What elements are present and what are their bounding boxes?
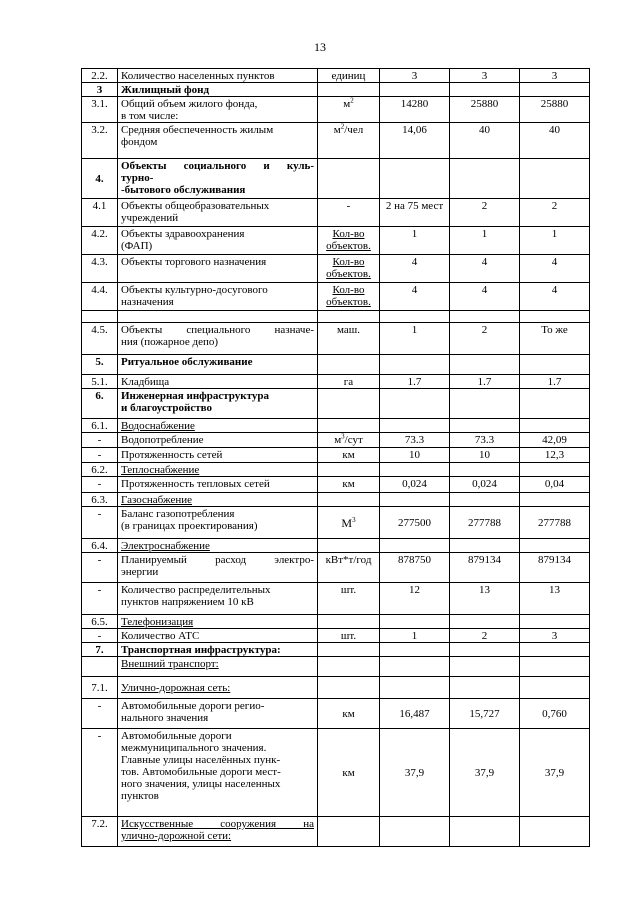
row-number: 6.2. bbox=[82, 463, 118, 477]
row-value-3 bbox=[520, 817, 590, 847]
row-title bbox=[118, 448, 318, 463]
row-title-line: Инженерная инфраструктура bbox=[121, 390, 269, 402]
row-title bbox=[118, 643, 318, 657]
indicators-table bbox=[81, 68, 590, 847]
row-title bbox=[118, 355, 318, 375]
table-row bbox=[82, 255, 590, 283]
row-number: 7. bbox=[82, 643, 118, 657]
row-title-line: Водоснабжение bbox=[121, 420, 195, 432]
row-unit bbox=[318, 493, 380, 507]
row-title bbox=[118, 817, 318, 847]
row-unit bbox=[318, 97, 380, 123]
row-title-line: Объекты торгового назначения bbox=[121, 256, 267, 268]
row-value-3: 0,760 bbox=[520, 699, 590, 729]
row-title bbox=[118, 615, 318, 629]
row-value-2: 2 bbox=[450, 323, 520, 355]
row-title-line: улично-дорожной сети: bbox=[121, 830, 232, 842]
subsection-row bbox=[82, 463, 590, 477]
row-value-3: 1.7 bbox=[520, 375, 590, 389]
subsection-row bbox=[82, 615, 590, 629]
row-value-3: 0,04 bbox=[520, 477, 590, 493]
row-number: - bbox=[82, 507, 118, 539]
row-value-3 bbox=[520, 643, 590, 657]
row-title-line: нального значения bbox=[121, 712, 209, 724]
row-number: 6.5. bbox=[82, 615, 118, 629]
row-title-line: (ФАП) bbox=[121, 240, 153, 252]
row-value-1: 0,024 bbox=[380, 477, 450, 493]
row-value-3: 12,3 bbox=[520, 448, 590, 463]
row-title-line: фондом bbox=[121, 136, 158, 148]
row-unit: км bbox=[318, 477, 380, 493]
row-value-1: 1 bbox=[380, 227, 450, 255]
row-value-3: 3 bbox=[520, 629, 590, 643]
row-title-line: турно- bbox=[121, 172, 154, 184]
row-value-3: 1 bbox=[520, 227, 590, 255]
unit-superscript: 3 bbox=[352, 516, 356, 524]
row-value-2: 25880 bbox=[450, 97, 520, 123]
table-row bbox=[82, 97, 590, 123]
row-unit bbox=[318, 419, 380, 433]
row-title-line: Количество АТС bbox=[121, 630, 200, 642]
row-value-3 bbox=[520, 419, 590, 433]
empty-cell bbox=[380, 311, 450, 323]
row-title-line: Ритуальное обслуживание bbox=[121, 356, 253, 368]
row-title bbox=[118, 83, 318, 97]
table-row bbox=[82, 448, 590, 463]
row-value-1 bbox=[380, 615, 450, 629]
row-value-3: 13 bbox=[520, 583, 590, 615]
row-value-1: 878750 bbox=[380, 553, 450, 583]
row-number: 4.2. bbox=[82, 227, 118, 255]
row-value-1: 277500 bbox=[380, 507, 450, 539]
row-unit: км bbox=[318, 729, 380, 817]
row-value-1 bbox=[380, 493, 450, 507]
row-title-line: Газоснабжение bbox=[121, 494, 192, 506]
row-title-line: Объекты здравоохранения bbox=[121, 228, 245, 240]
row-title bbox=[118, 159, 318, 199]
row-value-2 bbox=[450, 539, 520, 553]
row-unit: Кол-во объектов. bbox=[318, 227, 380, 255]
row-value-2: 1.7 bbox=[450, 375, 520, 389]
table-row bbox=[82, 323, 590, 355]
row-title-line: Общий объем жилого фонда, bbox=[121, 98, 258, 110]
row-value-2 bbox=[450, 817, 520, 847]
row-unit bbox=[318, 433, 380, 448]
row-title-line: Баланс газопотребления bbox=[121, 508, 235, 520]
row-title-line: Протяженность тепловых сетей bbox=[121, 478, 270, 490]
row-value-1: 73.3 bbox=[380, 433, 450, 448]
row-number: - bbox=[82, 433, 118, 448]
row-number: 6.3. bbox=[82, 493, 118, 507]
row-value-3: То же bbox=[520, 323, 590, 355]
row-title-line: Объекты социального и куль- bbox=[121, 160, 314, 172]
table-row bbox=[82, 199, 590, 227]
row-title-line: -бытового обслуживания bbox=[121, 184, 246, 196]
row-unit: км bbox=[318, 699, 380, 729]
row-value-1: 1 bbox=[380, 629, 450, 643]
row-value-1 bbox=[380, 463, 450, 477]
row-title-line: и благоустройство bbox=[121, 402, 212, 414]
row-value-1 bbox=[380, 389, 450, 419]
row-value-2: 3 bbox=[450, 69, 520, 83]
table-row bbox=[82, 375, 590, 389]
row-number: 3.1. bbox=[82, 97, 118, 123]
subsection-row bbox=[82, 493, 590, 507]
table-row bbox=[82, 123, 590, 159]
row-number: 4.1 bbox=[82, 199, 118, 227]
row-title bbox=[118, 729, 318, 817]
row-title-line: Автомобильные дороги регио- bbox=[121, 700, 265, 712]
row-title bbox=[118, 375, 318, 389]
row-value-3 bbox=[520, 493, 590, 507]
row-value-1: 14,06 bbox=[380, 123, 450, 159]
row-title bbox=[118, 433, 318, 448]
row-unit bbox=[318, 159, 380, 199]
row-title bbox=[118, 493, 318, 507]
row-title-line: Теплоснабжение bbox=[121, 464, 200, 476]
row-value-1: 12 bbox=[380, 583, 450, 615]
row-title bbox=[118, 227, 318, 255]
row-value-2 bbox=[450, 643, 520, 657]
row-title-line: Количество распределительных bbox=[121, 584, 271, 596]
row-value-3: 3 bbox=[520, 69, 590, 83]
row-title-line: ного значения, улицы населенных bbox=[121, 778, 281, 790]
row-value-3: 4 bbox=[520, 283, 590, 311]
row-unit bbox=[318, 507, 380, 539]
row-value-2 bbox=[450, 83, 520, 97]
row-title bbox=[118, 283, 318, 311]
row-value-2 bbox=[450, 615, 520, 629]
row-value-1: 3 bbox=[380, 69, 450, 83]
empty-cell bbox=[520, 311, 590, 323]
row-number: 4.4. bbox=[82, 283, 118, 311]
row-value-3: 25880 bbox=[520, 97, 590, 123]
row-value-2: 10 bbox=[450, 448, 520, 463]
row-value-3 bbox=[520, 355, 590, 375]
row-value-1: 4 bbox=[380, 255, 450, 283]
table-row bbox=[82, 629, 590, 643]
row-value-2 bbox=[450, 463, 520, 477]
row-value-1: 10 bbox=[380, 448, 450, 463]
row-unit bbox=[318, 817, 380, 847]
row-title-line: в том числе: bbox=[121, 110, 179, 122]
row-value-3 bbox=[520, 657, 590, 677]
row-title bbox=[118, 477, 318, 493]
row-title-line: Водопотребление bbox=[121, 434, 204, 446]
row-value-1 bbox=[380, 657, 450, 677]
row-title bbox=[118, 629, 318, 643]
unit-superscript: 2 bbox=[350, 96, 354, 105]
table-row bbox=[82, 699, 590, 729]
unit-base: м bbox=[333, 124, 341, 136]
subsection-row bbox=[82, 419, 590, 433]
row-unit: кВт*т/год bbox=[318, 553, 380, 583]
empty-cell bbox=[318, 311, 380, 323]
unit-base: М bbox=[341, 516, 353, 530]
page-number: 13 bbox=[314, 40, 326, 54]
row-unit bbox=[318, 657, 380, 677]
row-number: 2.2. bbox=[82, 69, 118, 83]
row-unit bbox=[318, 389, 380, 419]
row-title bbox=[118, 583, 318, 615]
row-number: 6. bbox=[82, 389, 118, 419]
row-value-2: 4 bbox=[450, 255, 520, 283]
row-unit bbox=[318, 615, 380, 629]
row-value-1: 37,9 bbox=[380, 729, 450, 817]
section-row bbox=[82, 389, 590, 419]
row-title-line: Протяженность сетей bbox=[121, 449, 223, 461]
row-unit bbox=[318, 539, 380, 553]
row-number: 4.5. bbox=[82, 323, 118, 355]
row-number: - bbox=[82, 448, 118, 463]
row-number: 7.1. bbox=[82, 677, 118, 699]
row-value-1: 2 на 75 мест bbox=[380, 199, 450, 227]
row-value-2: 15,727 bbox=[450, 699, 520, 729]
subsection-row bbox=[82, 657, 590, 677]
row-title-line: Количество населенных пунктов bbox=[121, 70, 275, 82]
row-value-2: 1 bbox=[450, 227, 520, 255]
table-row bbox=[82, 283, 590, 311]
subsection-row bbox=[82, 817, 590, 847]
row-value-1: 14280 bbox=[380, 97, 450, 123]
subsection-row bbox=[82, 677, 590, 699]
row-title bbox=[118, 69, 318, 83]
row-number: - bbox=[82, 583, 118, 615]
row-title-line: Транспортная инфраструктура: bbox=[121, 644, 281, 656]
row-title-line: ния (пожарное депо) bbox=[121, 336, 219, 348]
row-value-2: 37,9 bbox=[450, 729, 520, 817]
row-title-line: тов. Автомобильные дороги мест- bbox=[121, 766, 281, 778]
section-row bbox=[82, 83, 590, 97]
row-title bbox=[118, 123, 318, 159]
row-title-line: Электроснабжение bbox=[121, 540, 210, 552]
row-title-line: пунктов bbox=[121, 790, 159, 802]
row-title bbox=[118, 199, 318, 227]
row-number: 3 bbox=[82, 83, 118, 97]
table-row bbox=[82, 433, 590, 448]
row-title-line: Объекты специального назначе- bbox=[121, 324, 314, 336]
row-title-line: Средняя обеспеченность жилым bbox=[121, 124, 274, 136]
empty-row bbox=[82, 311, 590, 323]
row-title-line: пунктов напряжением 10 кВ bbox=[121, 596, 254, 608]
unit-base: м bbox=[343, 98, 351, 110]
row-number: - bbox=[82, 629, 118, 643]
row-title bbox=[118, 507, 318, 539]
row-unit: единиц bbox=[318, 69, 380, 83]
row-title bbox=[118, 677, 318, 699]
section-row bbox=[82, 159, 590, 199]
table-row bbox=[82, 729, 590, 817]
unit-base: м bbox=[334, 434, 342, 446]
row-unit: маш. bbox=[318, 323, 380, 355]
row-value-2 bbox=[450, 657, 520, 677]
row-value-2: 73.3 bbox=[450, 433, 520, 448]
unit-tail: /чел bbox=[344, 124, 364, 136]
unit-tail: /сут bbox=[344, 434, 363, 446]
row-unit: Кол-во объектов. bbox=[318, 255, 380, 283]
row-number: 5. bbox=[82, 355, 118, 375]
row-value-1 bbox=[380, 419, 450, 433]
table-row bbox=[82, 477, 590, 493]
row-unit bbox=[318, 355, 380, 375]
empty-cell bbox=[82, 311, 118, 323]
table-row bbox=[82, 583, 590, 615]
row-value-2: 2 bbox=[450, 199, 520, 227]
row-unit bbox=[318, 677, 380, 699]
row-unit: га bbox=[318, 375, 380, 389]
row-title bbox=[118, 323, 318, 355]
row-value-1 bbox=[380, 643, 450, 657]
row-title bbox=[118, 553, 318, 583]
row-number: 5.1. bbox=[82, 375, 118, 389]
row-value-2: 4 bbox=[450, 283, 520, 311]
row-number: 4.3. bbox=[82, 255, 118, 283]
row-value-3 bbox=[520, 389, 590, 419]
unit-superscript: 3 bbox=[341, 432, 345, 441]
row-number: 4. bbox=[82, 159, 118, 199]
row-title-line: межмуниципального значения. bbox=[121, 742, 267, 754]
row-value-2: 0,024 bbox=[450, 477, 520, 493]
row-value-2 bbox=[450, 493, 520, 507]
row-value-3 bbox=[520, 463, 590, 477]
section-row bbox=[82, 355, 590, 375]
row-value-2 bbox=[450, 677, 520, 699]
row-title-line: Улично-дорожная сеть: bbox=[121, 682, 231, 694]
row-title-line: Объекты общеобразовательных bbox=[121, 200, 270, 212]
row-title-line: Главные улицы населённых пунк- bbox=[121, 754, 281, 766]
row-title bbox=[118, 539, 318, 553]
table-row bbox=[82, 553, 590, 583]
row-value-1: 1 bbox=[380, 323, 450, 355]
row-number: 7.2. bbox=[82, 817, 118, 847]
row-title-line: Автомобильные дороги bbox=[121, 730, 232, 742]
row-value-3: 4 bbox=[520, 255, 590, 283]
row-value-2 bbox=[450, 389, 520, 419]
row-value-3: 2 bbox=[520, 199, 590, 227]
row-unit: шт. bbox=[318, 629, 380, 643]
row-value-3 bbox=[520, 159, 590, 199]
row-title-line: Телефонизация bbox=[121, 616, 194, 628]
row-unit bbox=[318, 643, 380, 657]
empty-cell bbox=[118, 311, 318, 323]
row-value-2: 13 bbox=[450, 583, 520, 615]
row-unit: км bbox=[318, 448, 380, 463]
row-value-2: 40 bbox=[450, 123, 520, 159]
row-title bbox=[118, 699, 318, 729]
row-value-3: 277788 bbox=[520, 507, 590, 539]
section-row bbox=[82, 643, 590, 657]
row-value-1: 4 bbox=[380, 283, 450, 311]
row-value-1 bbox=[380, 677, 450, 699]
row-number: 6.4. bbox=[82, 539, 118, 553]
row-number bbox=[82, 657, 118, 677]
row-title-line: энергии bbox=[121, 566, 159, 578]
row-number: 6.1. bbox=[82, 419, 118, 433]
row-value-2 bbox=[450, 419, 520, 433]
row-title bbox=[118, 419, 318, 433]
row-unit: - bbox=[318, 199, 380, 227]
row-number: 3.2. bbox=[82, 123, 118, 159]
row-value-1: 16,487 bbox=[380, 699, 450, 729]
row-value-2 bbox=[450, 159, 520, 199]
row-title-line: Жилищный фонд bbox=[121, 84, 210, 96]
row-value-2 bbox=[450, 355, 520, 375]
empty-cell bbox=[450, 311, 520, 323]
row-title bbox=[118, 255, 318, 283]
row-unit bbox=[318, 463, 380, 477]
row-number: - bbox=[82, 553, 118, 583]
row-number: - bbox=[82, 699, 118, 729]
row-value-3: 37,9 bbox=[520, 729, 590, 817]
row-value-1 bbox=[380, 159, 450, 199]
table-row bbox=[82, 507, 590, 539]
row-title-line: назначения bbox=[121, 296, 174, 308]
row-value-3 bbox=[520, 539, 590, 553]
row-number: - bbox=[82, 729, 118, 817]
row-value-3: 42,09 bbox=[520, 433, 590, 448]
table-row bbox=[82, 69, 590, 83]
row-value-1 bbox=[380, 539, 450, 553]
row-unit bbox=[318, 123, 380, 159]
row-value-3 bbox=[520, 615, 590, 629]
row-number: - bbox=[82, 477, 118, 493]
row-value-2: 879134 bbox=[450, 553, 520, 583]
row-value-1 bbox=[380, 83, 450, 97]
row-title-line: учреждений bbox=[121, 212, 179, 224]
row-title-line: Объекты культурно-досугового bbox=[121, 284, 268, 296]
row-value-3: 879134 bbox=[520, 553, 590, 583]
row-value-2: 2 bbox=[450, 629, 520, 643]
table-row bbox=[82, 227, 590, 255]
row-value-1: 1.7 bbox=[380, 375, 450, 389]
row-unit: Кол-во объектов. bbox=[318, 283, 380, 311]
unit-superscript: 2 bbox=[340, 122, 345, 131]
row-value-1 bbox=[380, 355, 450, 375]
row-value-2: 277788 bbox=[450, 507, 520, 539]
row-title-line: Внешний транспорт: bbox=[121, 658, 219, 670]
row-value-3 bbox=[520, 677, 590, 699]
row-title bbox=[118, 97, 318, 123]
row-value-3: 40 bbox=[520, 123, 590, 159]
row-title bbox=[118, 463, 318, 477]
row-value-1 bbox=[380, 817, 450, 847]
row-unit: шт. bbox=[318, 583, 380, 615]
row-title-line: Кладбища bbox=[121, 376, 170, 388]
row-title-line: (в границах проектирования) bbox=[121, 520, 258, 532]
row-title-line: Искусственные сооружения на bbox=[121, 818, 314, 830]
subsection-row bbox=[82, 539, 590, 553]
row-title-line: Планируемый расход электро- bbox=[121, 554, 314, 566]
row-title bbox=[118, 389, 318, 419]
row-title bbox=[118, 657, 318, 677]
row-value-3 bbox=[520, 83, 590, 97]
row-unit bbox=[318, 83, 380, 97]
